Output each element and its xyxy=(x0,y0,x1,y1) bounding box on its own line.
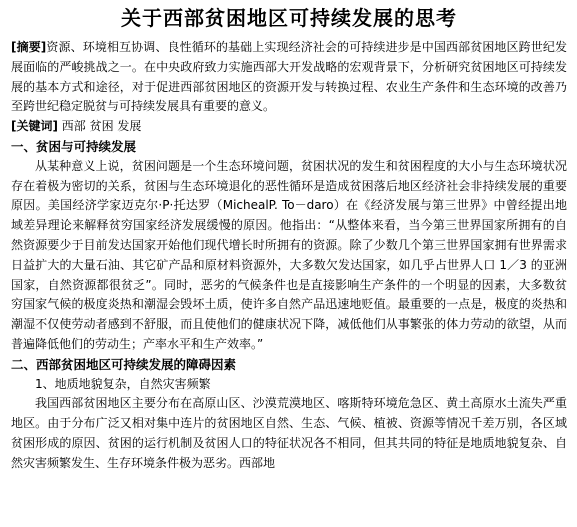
section-2-paragraph: 我国西部贫困地区主要分布在高原山区、沙漠荒漠地区、喀斯特环境危急区、黄土高原水土流失严重地区。由于分布广泛又相对集中连片的贫困地区自然、生态、气候、植被、资源等情况千差万别，各区域贫困形成的原因、贫困的运行机制及贫困人口的特征状况各不相同，但其共同的特征是地质地貌复杂、自然灾害频繁发生、生存环境条件极为恶劣。西部地 xyxy=(11,396,567,470)
section-2-heading: 二、西部贫困地区可持续发展的障碍因素 xyxy=(11,356,237,372)
abstract xyxy=(11,38,567,117)
section-1-heading: 一、贫困与可持续发展 xyxy=(11,138,137,154)
section-2-subheading: 1、地质地貌复杂，自然灾害频繁 xyxy=(35,376,211,391)
document-title: 关于西部贫困地区可持续发展的思考 xyxy=(121,6,457,30)
section-1-paragraph: 从某种意义上说，贫困问题是一个生态环境问题，贫困状况的发生和贫困程度的大小与生态环境状况存在着极为密切的关系，贫困与生态环境退化的恶性循环是造成贫困落后地区经济社会非持续发展的重要原因。美国经济学家迈克尔·P·托达罗（MichealP. To－daro）在《经济发展与第三世界》中曾经提出地域差异理论来解释贫穷国家经济发展缓慢的原因。他指出：“从整体来看，当今第三世界国家所拥有的自然资源要少于目前发达国家开始他们现代增长时所拥有的资源。除了少数几个第三世界国家拥有世界需求日益扩大的大量石油、其它矿产品和原材料资源外，大多数欠发达国家，如几乎占世界人口 1／3 的亚洲国家，自然资源都很贫乏”。同时，恶劣的气候条件也是直接影响生产条件的一个明显的因素，大多数贫穷国家气候的极度炎热和潮湿会毁坏土质，使许多自然产品迅速地贬值。最重要的一点是，极度的炎热和潮湿不仅使劳动者感到不舒服，而且使他们的健康状况下降，减低他们从事繁张的体力劳动的欲望，从而普遍降低他们的劳动生；产率水平和生产效率。” xyxy=(11,158,567,351)
keywords-label: [关键词] xyxy=(11,119,58,134)
abstract-text: 资源、环境相互协调、良性循环的基础上实现经济社会的可持续进步是中国西部贫困地区跨世纪发展面临的严峻挑战之一。在中央政府致力实施西部大开发战略的宏观背景下，分析研究贫困地区可持续发展的基本方式和途径，对于促进西部贫困地区的资源开发与转换过程、农业生产条件和生态环境的改善乃至跨世纪稳定脱贫与可持续发展具有重要的意义。 xyxy=(11,40,567,114)
abstract-label: [摘要] xyxy=(11,40,47,54)
keywords-text: 西部 贫困 发展 xyxy=(57,119,142,134)
keywords xyxy=(11,117,567,137)
